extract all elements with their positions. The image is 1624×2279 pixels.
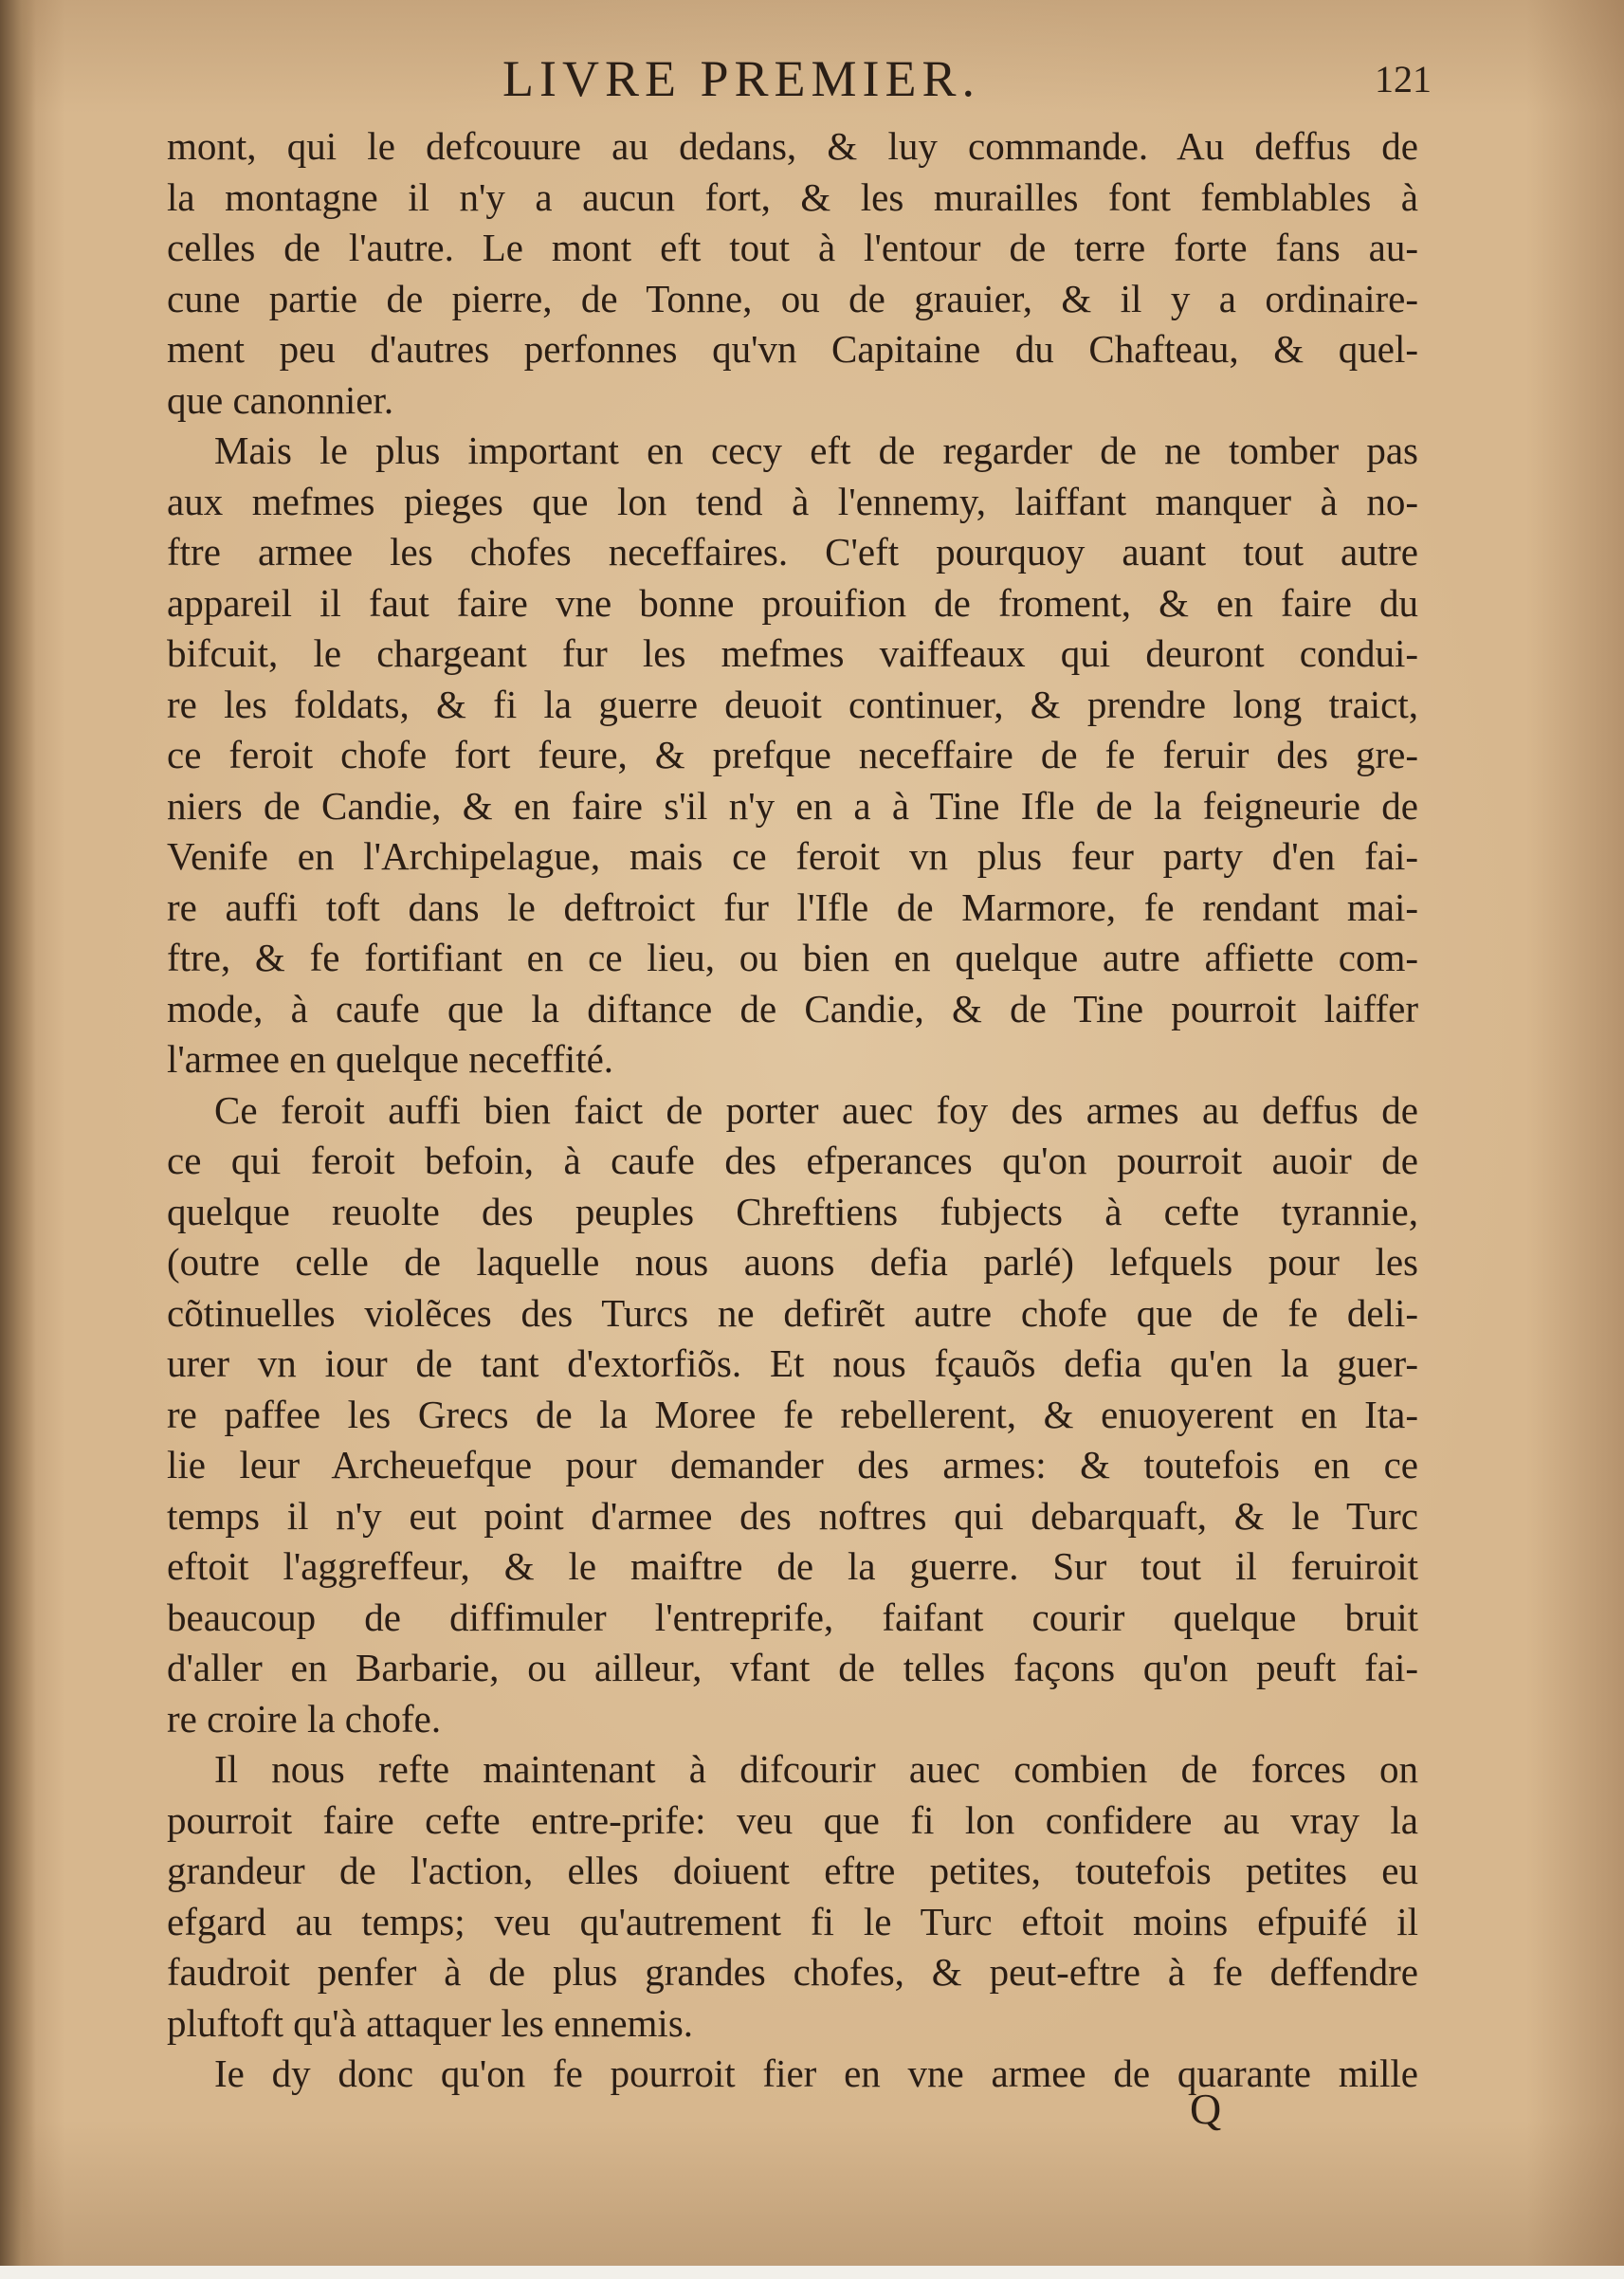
text-line: appareil il faut faire vne bonne prouifion de froment, & en faire du [167,580,1418,625]
text-line: beaucoup de diffimuler l'entreprife, faifant courir quelque bruit [167,1595,1418,1639]
text-line: aux mefmes pieges que lon tend à l'ennemy, laiffant manquer à no- [167,479,1418,523]
text-line: re les foldats, & fi la guerre deuoit continuer, & prendre long traict, [167,682,1418,726]
page-bottom-edge [0,2266,1624,2279]
text-line: ce qui feroit befoin, à caufe des efperances qu'on pourroit auoir de [167,1139,1418,1182]
text-line: niers de Candie, & en faire s'il n'y en a à Tine Ifle de la feigneurie de [167,783,1418,828]
paragraph-start-line: Mais le plus important en cecy eft de regarder de ne tomber pas [214,428,1418,472]
text-line: ment peu d'autres perfonnes qu'vn Capitaine du Chafteau, & quel- [167,327,1418,371]
text-line: mont, qui le defcouure au dedans, & luy commande. Au deffus de [167,124,1418,168]
paragraph-start-line: Ie dy donc qu'on fe pourroit fier en vne armee de quarante mille [214,2051,1418,2095]
text-line: que canonnier. [167,377,394,422]
text-line: cune partie de pierre, de Tonne, ou de grauier, & il y a ordinaire- [167,276,1418,320]
running-head [142,46,1432,112]
text-line: faudroit penfer à de plus grandes chofes, & peut-eftre à fe deffendre [167,1950,1418,1994]
text-line: l'armee en quelque neceffité. [167,1037,614,1081]
text-line: Venife en l'Archipelague, mais ce feroit vn plus feur party d'en fai- [167,834,1418,878]
text-line: temps il n'y eut point d'armee des noftres qui debarquaft, & le Turc [167,1493,1418,1538]
running-title: LIVRE PREMIER. [502,50,981,107]
text-line: pluftoft qu'à attaquer les ennemis. [167,2000,694,2045]
text-line: mode, à caufe que la diftance de Candie, & de Tine pourroit laiffer [167,986,1418,1030]
text-line: grandeur de l'action, elles doiuent eftre petites, toutefois petites eu [167,1849,1418,1892]
paragraph-start-line: Il nous refte maintenant à difcourir auec combien de forces on [214,1747,1418,1791]
text-line: ce feroit chofe fort feure, & prefque neceffaire de fe feruir des gre- [167,733,1418,776]
text-line: celles de l'autre. Le mont eft tout à l'entour de terre forte fans au- [167,226,1418,269]
page-gutter [0,0,36,2279]
text-line: lie leur Archeuefque pour demander des armes: & toutefois en ce [167,1443,1418,1486]
text-line: re auffi toft dans le deftroict fur l'Ifle de Marmore, fe rendant mai- [167,884,1418,929]
text-line: ftre armee les chofes neceffaires. C'eft pourquoy auant tout autre [167,530,1418,574]
text-line: d'aller en Barbarie, ou ailleur, vfant de telles façons qu'on peuft fai- [167,1646,1418,1689]
catchword: Q [1190,2085,1222,2133]
text-line: ftre, & fe fortifiant en ce lieu, ou bien en quelque autre affiette com- [167,936,1418,979]
text-line: cõtinuelles violẽces des Turcs ne defirẽt autre chofe que de fe deli- [167,1290,1418,1335]
text-line: urer vn iour de tant d'extorfiõs. Et nous fçauõs defia qu'en la guer- [167,1341,1418,1385]
text-line: efgard au temps; veu qu'autrement fi le Turc eftoit moins efpuifé il [167,1899,1418,1943]
text-line: bifcuit, le chargeant fur les mefmes vaiffeaux qui deuront condui- [167,631,1418,675]
text-line: (outre celle de laquelle nous auons defia parlé) lefquels pour les [167,1240,1418,1284]
page-number: 121 [1375,58,1432,100]
text-line: eftoit l'aggreffeur, & le maiftre de la guerre. Sur tout il feruiroit [167,1544,1418,1588]
paragraph-start-line: Ce feroit auffi bien faict de porter auec foy des armes au deffus de [214,1087,1418,1132]
text-line: la montagne il n'y a aucun fort, & les murailles font femblables à [167,174,1418,219]
text-line: pourroit faire cefte entre-prife: veu que fi lon confidere au vray la [167,1797,1418,1842]
body-text [167,121,1418,2100]
text-line: re paffee les Grecs de la Moree fe rebellerent, & enuoyerent en Ita- [167,1392,1418,1436]
text-line: quelque reuolte des peuples Chreftiens fubjects à cefte tyrannie, [167,1189,1418,1233]
text-line: re croire la chofe. [167,1696,442,1741]
